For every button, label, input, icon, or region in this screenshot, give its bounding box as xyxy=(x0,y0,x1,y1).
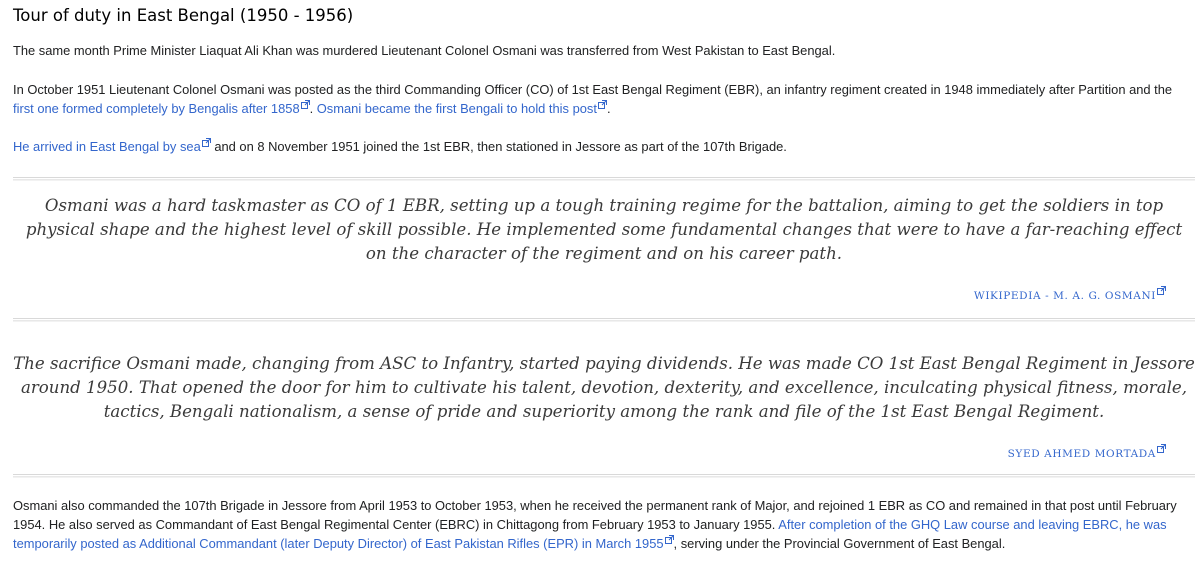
external-link-icon xyxy=(1157,444,1166,453)
paragraph-transfer: The same month Prime Minister Liaquat Ali Khan was murdered Lieutenant Colonel Osmani was transferred from West Pakistan to East Bengal. xyxy=(13,43,836,58)
pull-quote-wikipedia: Osmani was a hard taskmaster as CO of 1 EBR, setting up a tough training regime for the battalion, aiming to get the soldiers in top physical shape and the highest level of skill possible. He implemented some fundamental changes that were to have a far-reaching effect on the character of the regiment and on his career path. xyxy=(25,196,1183,263)
paragraph-posting-end: . xyxy=(606,101,611,116)
quote-divider-middle xyxy=(13,318,1195,319)
external-link-icon xyxy=(598,100,607,109)
link-ghq-law-course[interactable]: After completion of the GHQ Law course and leaving EBRC, he was temporarily posted as Additional Commandant (later Deputy Director) of East Pakistan Rifles (EPR) in March 1955 xyxy=(13,517,1167,551)
paragraph-brigade-command xyxy=(13,496,1188,553)
external-link-icon xyxy=(665,535,674,544)
paragraph-posting xyxy=(13,80,1188,118)
link-arrived-by-sea[interactable]: He arrived in East Bengal by sea xyxy=(13,139,201,154)
link-first-bengali-regiment[interactable]: first one formed completely by Bengalis after 1858 xyxy=(13,101,300,116)
paragraph-brigade-end: , serving under the Provincial Government of East Bengal. xyxy=(673,536,1006,551)
paragraph-arrival-text: and on 8 November 1951 joined the 1st EBR, then stationed in Jessore as part of the 107th Brigade. xyxy=(210,139,787,154)
external-link-icon xyxy=(1157,286,1166,295)
paragraph-arrival xyxy=(13,137,1188,156)
external-link-icon xyxy=(202,138,211,147)
external-link-icon xyxy=(301,100,310,109)
section-heading: Tour of duty in East Bengal (1950 - 1956) xyxy=(13,6,354,25)
quote-divider-top xyxy=(13,177,1195,178)
citation-text[interactable]: WIKIPEDIA - M. A. G. OSMANI xyxy=(973,290,1156,302)
quote-citation-wikipedia[interactable] xyxy=(974,286,1166,302)
paragraph-posting-sep: . xyxy=(309,101,317,116)
quote-divider-bottom xyxy=(13,474,1195,475)
paragraph-brigade-text: Osmani also commanded the 107th Brigade in Jessore from April 1953 to October 1953, when he received the permanent rank of Major, and rejoined 1 EBR as CO and remained in that post until February 1954. He also served as Commandant of East Bengal Regimental Center (EBRC) in Chittagong from February 1953 to January 1955. xyxy=(13,498,1177,532)
pull-quote-mortada: The sacrifice Osmani made, changing from ASC to Infantry, started paying dividends. He was made CO 1st East Bengal Regiment in Jessore around 1950. That opened the door for him to cultivate his talent, devotion, dexterity, and excellence, inculcating physical fitness, morale, tactics, Bengali nationalism, a sense of pride and superiority among the rank and file of the 1st East Bengal Regiment. xyxy=(13,354,1195,421)
paragraph-posting-text: In October 1951 Lieutenant Colonel Osmani was posted as the third Commanding Officer (CO) of 1st East Bengal Regiment (EBR), an infantry regiment created in 1948 immediately after Partition and the xyxy=(13,82,1173,97)
quote-citation-mortada[interactable] xyxy=(1008,444,1166,460)
link-first-bengali-co[interactable]: Osmani became the first Bengali to hold this post xyxy=(316,101,597,116)
citation-text[interactable]: SYED AHMED MORTADA xyxy=(1007,448,1156,460)
